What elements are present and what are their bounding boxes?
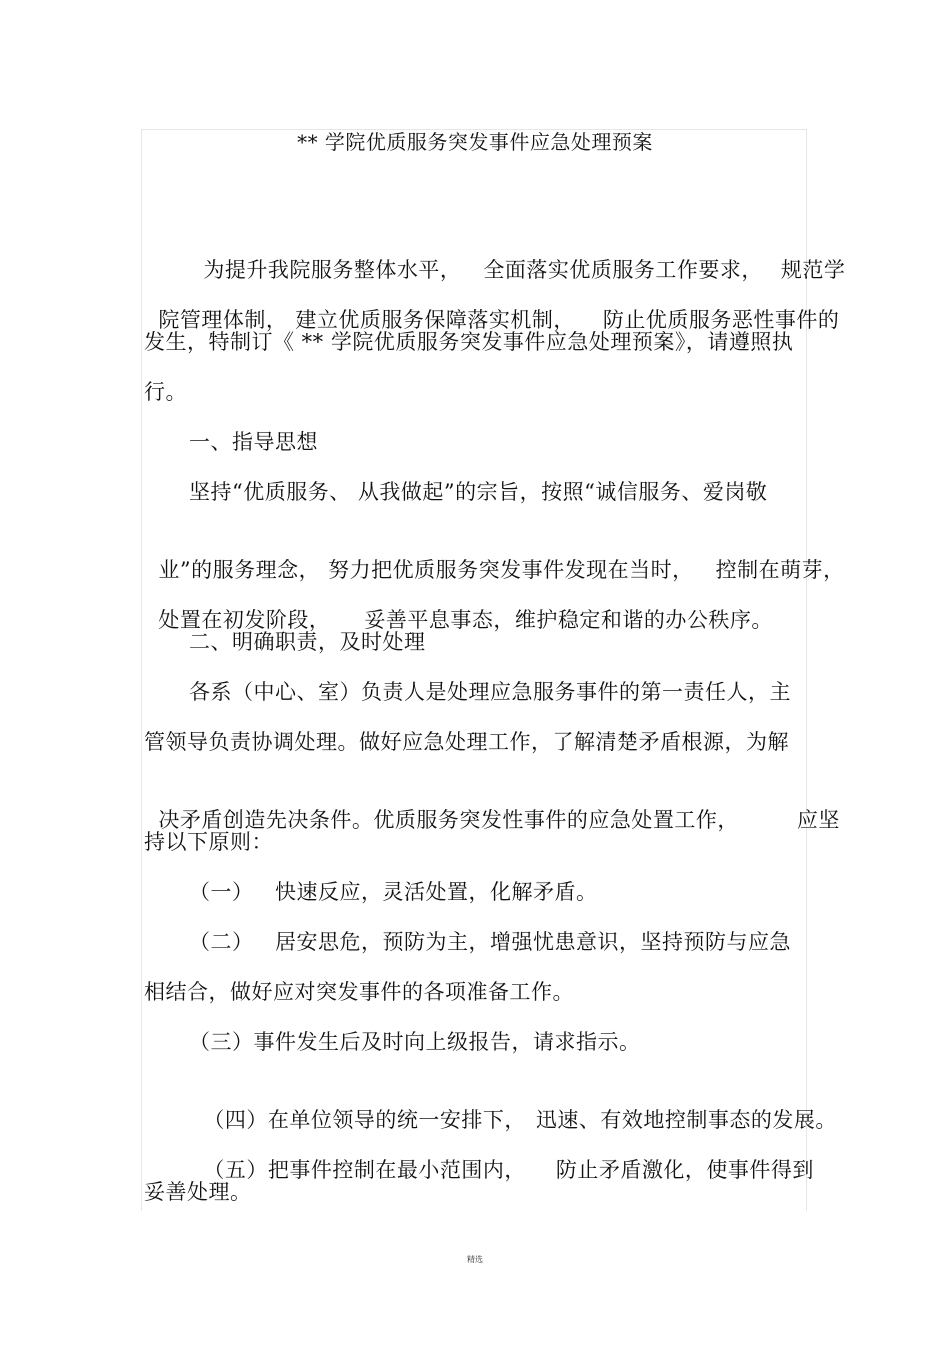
principle-2-line-1: （二） 居安思危，预防为主，增强忧患意识，坚持预防与应急: [189, 930, 792, 954]
section-1-line-2-part-b: 努力把优质服务突发事件发现在当时，: [328, 558, 694, 582]
section-2-heading: 二、明确职责，及时处理: [189, 630, 426, 654]
intro-line-3: 发生，特制订《 ** 学院优质服务突发事件应急处理预案》，请遵照执: [144, 330, 794, 354]
principle-2-line-2: 相结合，做好应对突发事件的各项准备工作。: [144, 980, 574, 1004]
intro-line-1-part-c: 规范学: [780, 258, 846, 282]
principle-5-part-a: （五）把事件控制在最小范围内，: [203, 1158, 526, 1182]
section-1-line-1: 坚持“优质服务、 从我做起”的宗旨，按照“诚信服务、爱岗敬: [189, 480, 768, 504]
section-1-heading: 一、指导思想: [189, 430, 318, 454]
principle-4: [189, 1078, 837, 1134]
principle-5-line-2: 妥善处理。: [144, 1180, 252, 1204]
intro-line-2-part-c: 防止优质服务恶性事件的: [602, 308, 840, 332]
principle-5-line-1: [189, 1128, 814, 1184]
document-title: ** 学院优质服务突发事件应急处理预案: [297, 130, 653, 154]
section-2-line-4: 持以下原则：: [144, 830, 273, 854]
section-2-line-1: 各系（中心、室）负责人是处理应急服务事件的第一责任人，主: [189, 680, 791, 704]
intro-line-1-part-b: 全面落实优质服务工作要求，: [483, 258, 763, 282]
intro-line-4: 行。: [144, 380, 187, 404]
section-2-line-3-part-a: 决矛盾创造先决条件。优质服务突发性事件的应急处置工作，: [158, 808, 739, 832]
intro-line-1: [189, 228, 845, 284]
intro-line-2-part-b: 建立优质服务保障落实机制，: [295, 308, 575, 332]
section-2-line-3: [144, 778, 840, 834]
section-2-line-3-part-b: 应坚: [796, 808, 840, 832]
principle-4-part-a: （四）在单位领导的统一安排下，: [203, 1108, 526, 1132]
intro-line-2-part-a: 院管理体制，: [158, 308, 288, 332]
section-1-line-3-part-b: 妥善平息事态，维护稳定和谐的办公秩序。: [364, 608, 773, 632]
intro-line-1-part-a: 为提升我院服务整体水平，: [203, 258, 462, 282]
section-1-line-3-part-a: 处置在初发阶段，: [158, 608, 331, 632]
section-1-line-2-part-a: 业”的服务理念，: [158, 558, 321, 582]
section-2-line-2: 管领导负责协调处理。做好应急处理工作，了解清楚矛盾根源，为解: [144, 730, 789, 754]
section-1-line-2: [144, 528, 845, 584]
section-1-line-2-part-c: 控制在萌芽，: [715, 558, 845, 582]
section-1-line-3: [144, 578, 773, 634]
principle-1: （一） 快速反应，灵活处置，化解矛盾。: [189, 880, 598, 904]
principle-3: （三）事件发生后及时向上级报告，请求指示。: [189, 1030, 641, 1054]
principle-4-part-b: 迅速、有效地控制事态的发展。: [535, 1108, 837, 1132]
intro-line-2: [144, 278, 839, 334]
principle-5-part-b: 防止矛盾激化，使事件得到: [555, 1158, 814, 1182]
page-footer: 精选: [467, 1255, 483, 1264]
